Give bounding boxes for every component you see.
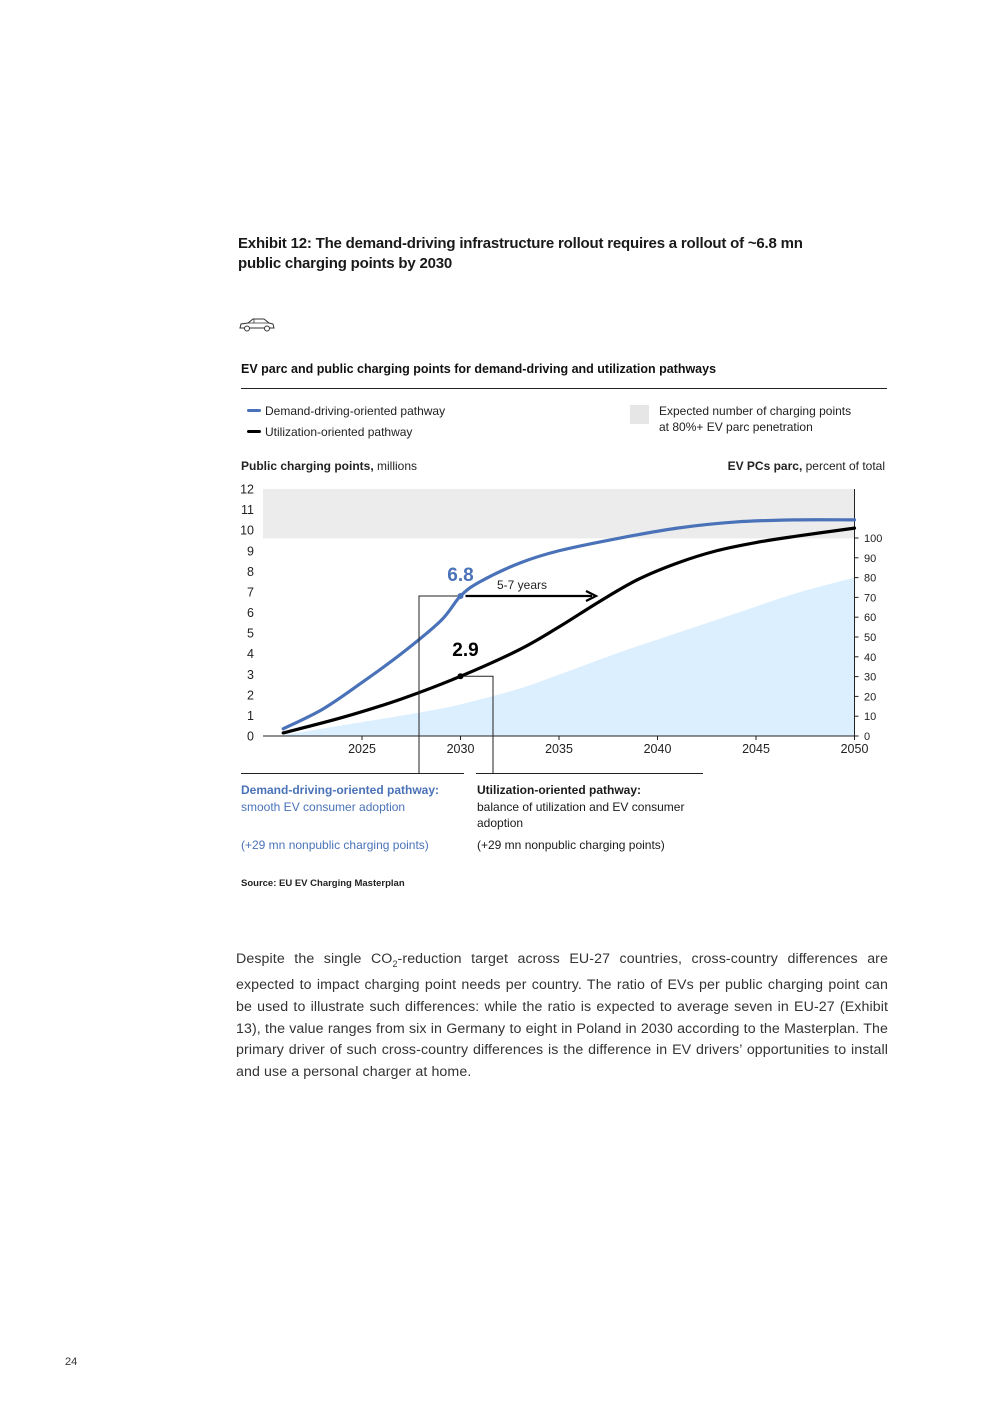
right-tick-label: 100 [864, 533, 883, 545]
left-tick-label: 4 [247, 647, 254, 662]
left-tick-label: 10 [240, 523, 254, 538]
utilization-2030-value: 2.9 [452, 640, 479, 661]
source-note: Source: EU EV Charging Masterplan [241, 878, 405, 889]
right-tick-label: 70 [864, 592, 877, 605]
utilization-annotation-rule [476, 773, 703, 774]
left-tick-label: 2 [247, 688, 254, 703]
legend-utilization-label: Utilization-oriented pathway [265, 425, 413, 439]
right-tick-label: 90 [864, 552, 877, 565]
left-tick-label: 12 [240, 482, 254, 497]
ev-parc-area [283, 578, 854, 736]
demand-2030-value: 6.8 [447, 565, 474, 586]
demand-2030-point [458, 593, 464, 599]
demand-annotation-desc: smooth EV consumer adoption [241, 800, 406, 814]
gap-label: 5-7 years [497, 578, 548, 592]
legend-expected-label-2: at 80%+ EV parc penetration [659, 420, 813, 434]
left-tick-label: 0 [247, 729, 254, 744]
x-tick-label: 2045 [742, 742, 770, 756]
legend-demand-label: Demand-driving-oriented pathway [265, 404, 446, 418]
body-subscript: 2 [392, 958, 398, 969]
right-tick-label: 40 [864, 651, 877, 664]
x-tick-label: 2035 [545, 742, 573, 756]
x-tick-label: 2050 [840, 742, 869, 756]
right-tick-label: 10 [864, 711, 877, 724]
utilization-annotation-desc-2: adoption [477, 816, 524, 830]
right-tick-label: 0 [864, 731, 871, 743]
body-text-part-1: Despite the single CO [236, 951, 393, 967]
left-tick-label: 11 [241, 503, 254, 518]
utilization-annotation-note: (+29 mn nonpublic charging points) [477, 838, 665, 852]
demand-annotation-note: (+29 mn nonpublic charging points) [241, 838, 429, 852]
right-axis-title-bold: EV PCs parc, [727, 459, 803, 473]
left-tick-label: 1 [247, 708, 254, 723]
utilization-annotation-desc-1: balance of utilization and EV consumer [477, 800, 685, 814]
expected-band [263, 489, 855, 538]
utilization-annotation-heading: Utilization-oriented pathway: [477, 783, 642, 797]
right-tick-label: 50 [864, 632, 877, 644]
x-tick-label: 2025 [348, 742, 376, 756]
left-tick-label: 8 [247, 564, 254, 579]
utilization-2030-point [458, 673, 464, 679]
legend-expected-label-1: Expected number of charging points [659, 404, 852, 418]
right-axis-title-rest: percent of total [802, 459, 885, 473]
x-tick-label: 2030 [446, 742, 475, 756]
left-tick-label: 6 [247, 606, 254, 620]
left-tick-label: 5 [247, 626, 254, 641]
right-tick-label: 80 [864, 572, 877, 585]
body-text-part-2: -reduction target across EU-27 countries, cross-country differences are expected to impact charging point needs per country. The ratio of EVs per public charging point can be used to illustrate such differences: while the ratio is expected to average seven in EU-27 (Exhibit 13), the value ranges from six in Germany to eight in Poland in 2030 according to the Masterplan. The primary driver of such cross-country differences is the difference in EV drivers’ opportunities to install and use a personal charger at home. [236, 951, 888, 1080]
left-tick-label: 7 [247, 585, 254, 600]
body-paragraph [236, 949, 888, 1083]
left-axis-title-bold: Public charging points, [241, 459, 374, 473]
left-tick-label: 3 [247, 667, 254, 682]
chart-subtitle: EV parc and public charging points for demand-driving and utilization pathways [241, 362, 717, 376]
demand-annotation-rule [241, 773, 464, 774]
right-tick-label: 30 [864, 671, 877, 684]
page-number: 24 [65, 1356, 78, 1368]
left-tick-label: 9 [247, 544, 254, 559]
exhibit-title: Exhibit 12: The demand-driving infrastructure rollout requires a rollout of ~6.8 mn public charging points by 2030 [238, 235, 803, 272]
left-axis-title-rest: millions [373, 459, 418, 473]
right-tick-label: 60 [864, 612, 877, 625]
x-tick-label: 2040 [643, 742, 672, 756]
right-tick-label: 20 [864, 691, 877, 704]
demand-annotation-heading: Demand-driving-oriented pathway: [241, 783, 440, 797]
